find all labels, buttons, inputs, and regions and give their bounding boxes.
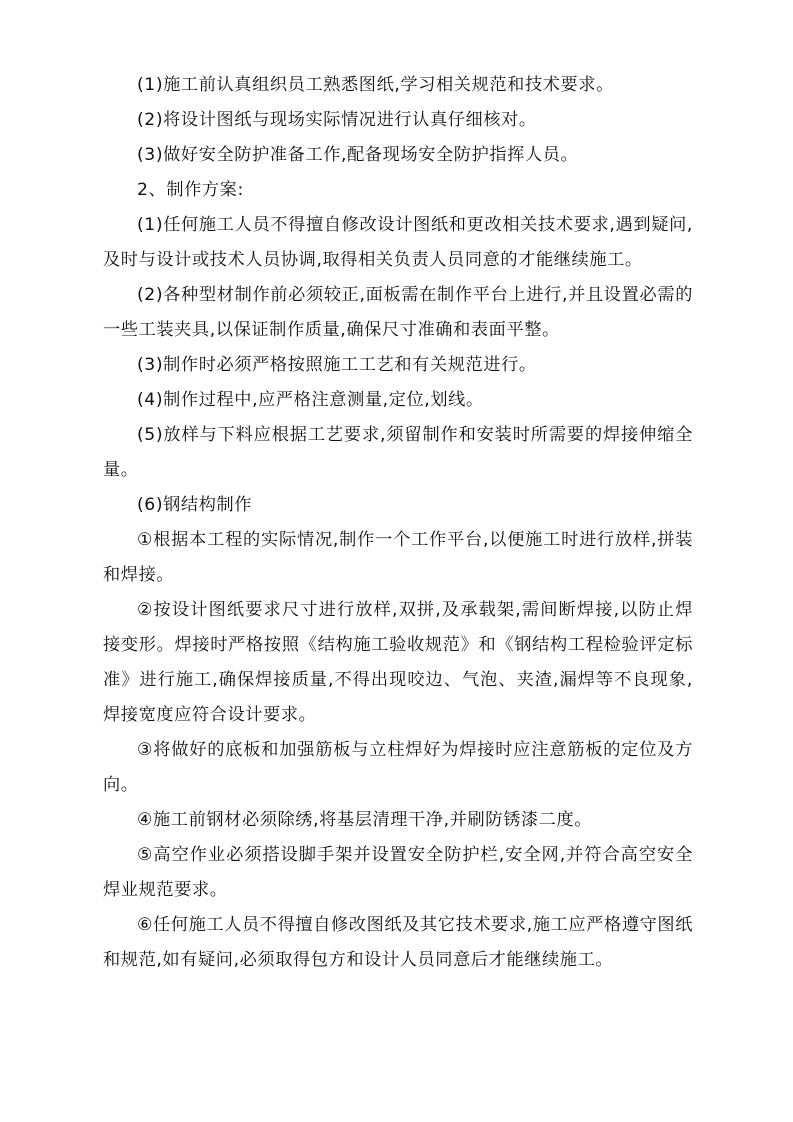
paragraph-steel-5: ⑤高空作业必须搭设脚手架并设置安全防护栏,安全网,并符合高空安全焊业规范要求。	[103, 845, 693, 900]
paragraph-steel-1: ①根据本工程的实际情况,制作一个工作平台,以便施工时进行放样,拼装和焊接。	[103, 530, 693, 585]
paragraph-plan-5: (5)放样与下料应根据工艺要求,须留制作和安装时所需要的焊接伸缩全量。	[103, 425, 693, 480]
paragraph-steel-3: ③将做好的底板和加强筋板与立柱焊好为焊接时应注意筋板的定位及方向。	[103, 740, 693, 795]
paragraph-plan-3: (3)制作时必须严格按照施工工艺和有关规范进行。	[137, 355, 537, 375]
paragraph-prep-3: (3)做好安全防护准备工作,配备现场安全防护指挥人员。	[137, 145, 579, 165]
document-body	[103, 68, 693, 978]
paragraph-steel-6: ⑥任何施工人员不得擅自修改图纸及其它技术要求,施工应严格遵守图纸和规范,如有疑问,必须取得包方和设计人员同意后才能继续施工。	[103, 915, 693, 970]
section-heading-production-plan: 2、制作方案:	[137, 180, 244, 200]
paragraph-steel-4: ④施工前钢材必须除绣,将基层清理干净,并刷防锈漆二度。	[137, 810, 593, 830]
paragraph-prep-1: (1)施工前认真组织员工熟悉图纸,学习相关规范和技术要求。	[137, 75, 614, 95]
paragraph-plan-4: (4)制作过程中,应严格注意测量,定位,划线。	[137, 390, 484, 410]
paragraph-steel-2: ②按设计图纸要求尺寸进行放样,双拼,及承载架,需间断焊接,以防止焊接变形。焊接时严格按照《结构施工验收规范》和《钢结构工程检验评定标准》进行施工,确保焊接质量,不得出现咬边、气泡、夹渣,漏焊等不良现象,焊接宽度应符合设计要求。	[103, 600, 693, 725]
paragraph-plan-1: (1)任何施工人员不得擅自修改设计图纸和更改相关技术要求,遇到疑问,及时与设计或技术人员协调,取得相关负责人员同意的才能继续施工。	[103, 215, 693, 270]
subheading-steel-structure: (6)钢结构制作	[137, 495, 253, 515]
paragraph-plan-2: (2)各种型材制作前必须较正,面板需在制作平台上进行,并且设置必需的一些工装夹具,以保证制作质量,确保尺寸准确和表面平整。	[103, 285, 693, 340]
paragraph-prep-2: (2)将设计图纸与现场实际情况进行认真仔细核对。	[137, 110, 537, 130]
